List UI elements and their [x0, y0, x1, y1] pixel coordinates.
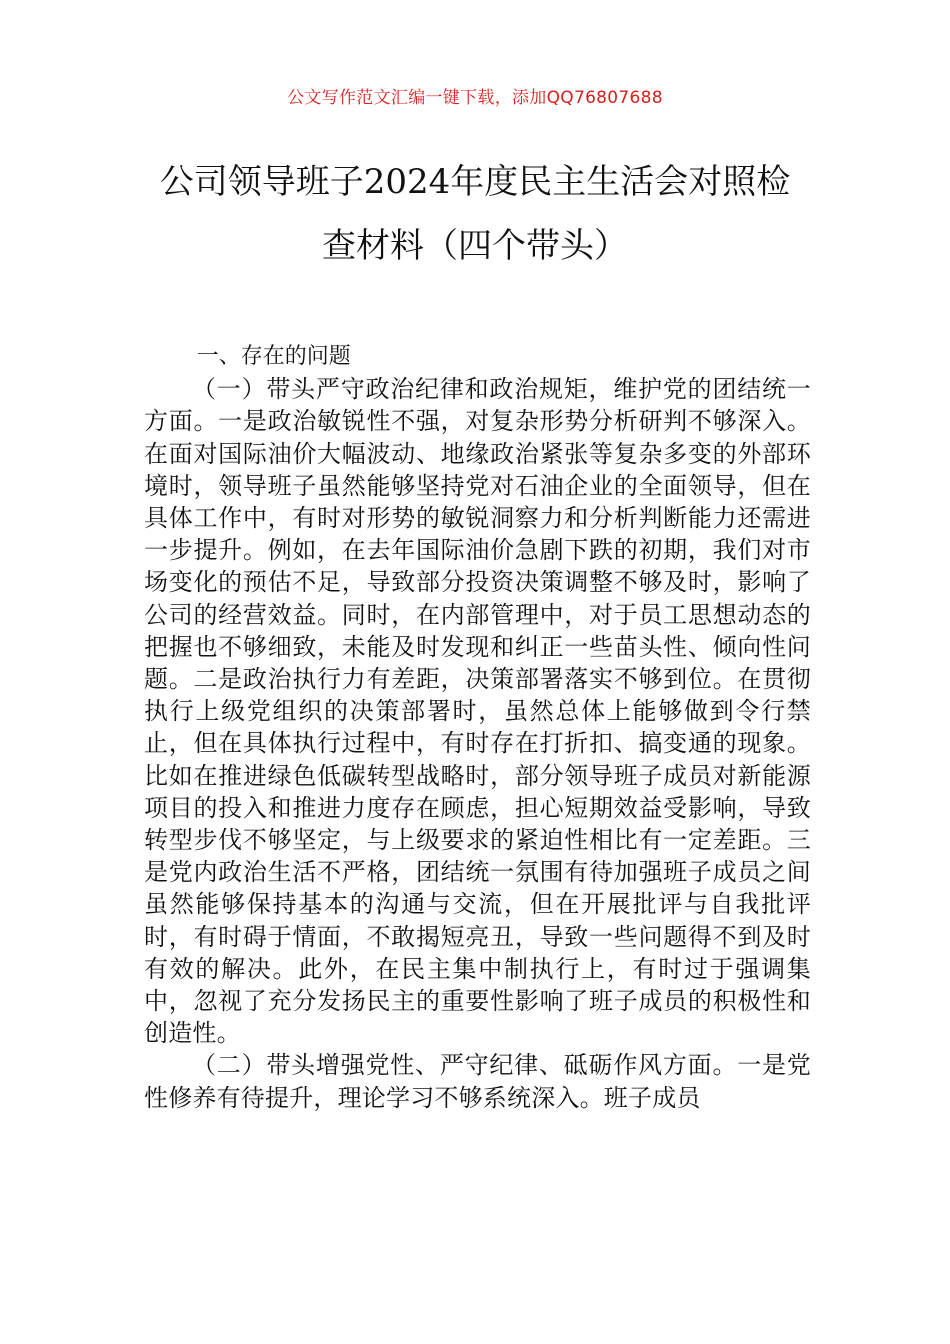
paragraph-two: （二）带头增强党性、严守纪律、砥砺作风方面。一是党性修养有待提升，理论学习不够系统深入。班子成员 [144, 1051, 811, 1112]
section-heading: 一、存在的问题 [196, 344, 351, 369]
paragraph-one: （一）带头严守政治纪律和政治规矩，维护党的团结统一方面。一是政治敏锐性不强，对复杂形势分析研判不够深入。在面对国际油价大幅波动、地缘政治紧张等复杂多变的外部环境时，领导班子虽然能够坚持党对石油企业的全面领导，但在具体工作中，有时对形势的敏锐洞察力和分析判断能力还需进一步提升。例如，在去年国际油价急剧下跌的初期，我们对市场变化的预估不足，导致部分投资决策调整不够及时，影响了公司的经营效益。同时，在内部管理中，对于员工思想动态的把握也不够细致，未能及时发现和纠正一些苗头性、倾向性问题。二是政治执行力有差距，决策部署落实不够到位。在贯彻执行上级党组织的决策部署时，虽然总体上能够做到令行禁止，但在具体执行过程中，有时存在打折扣、搞变通的现象。比如在推进绿色低碳转型战略时，部分领导班子成员对新能源项目的投入和推进力度存在顾虑，担心短期效益受影响，导致转型步伐不够坚定，与上级要求的紧迫性相比有一定差距。三是党内政治生活不严格，团结统一氛围有待加强班子成员之间虽然能够保持基本的沟通与交流，但在开展批评与自我批评时，有时碍于情面，不敢揭短亮丑，导致一些问题得不到及时有效的解决。此外，在民主集中制执行上，有时过于强调集中，忽视了充分发扬民主的重要性影响了班子成员的积极性和创造性。 [144, 375, 811, 1048]
document-body [144, 341, 811, 1114]
document-title [120, 150, 830, 278]
document-title-line-1: 公司领导班子2024年度民主生活会对照检 [159, 162, 791, 202]
document-title-line-2: 查材料（四个带头） [322, 226, 628, 266]
header-download-note: 公文写作范文汇编一键下载，添加QQ76807688 [287, 88, 663, 108]
